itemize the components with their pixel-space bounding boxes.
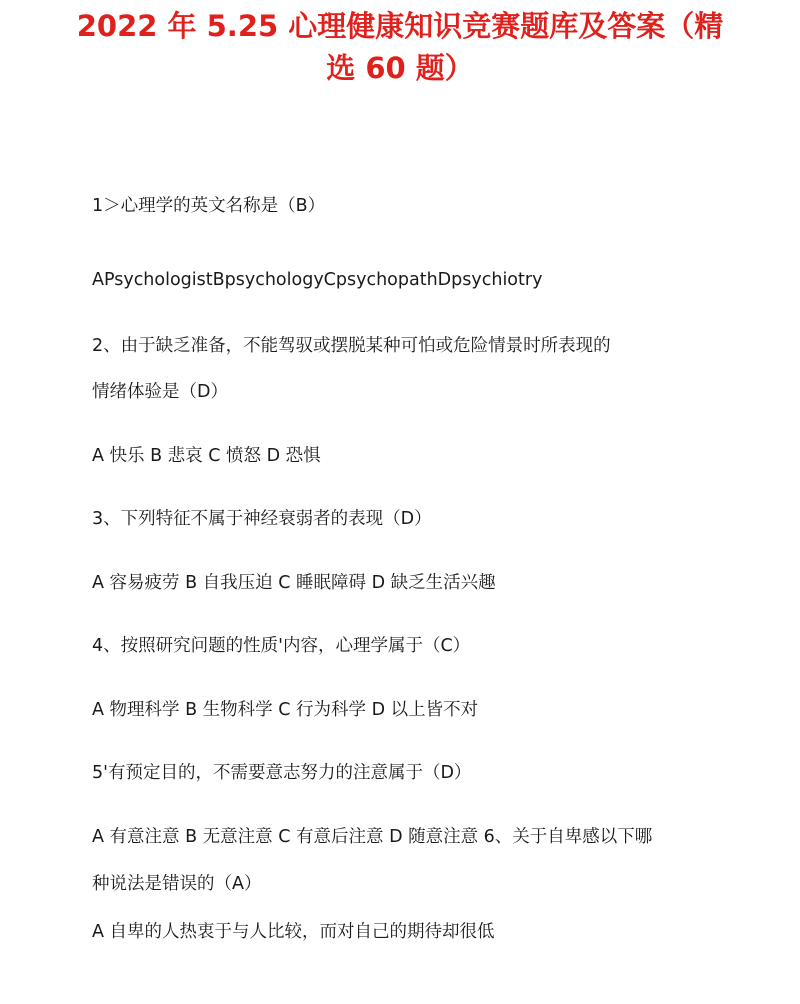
question-6-continued: 种说法是错误的（A） (92, 874, 262, 894)
document-title-line-2: 选 60 题） (326, 51, 474, 85)
question-2: 2、由于缺乏准备，不能驾驭或摆脱某种可怕或危险情景时所表现的 (92, 336, 611, 356)
question-1-options: APsychologistBpsychologyCpsychopathDpsychiotry (92, 270, 543, 290)
question-3-options: A 容易疲劳 B 自我压迫 C 睡眠障碍 D 缺乏生活兴趣 (92, 573, 496, 593)
question-6-option-a: A 自卑的人热衷于与人比较，而对自己的期待却很低 (92, 922, 495, 942)
question-2-continued: 情绪体验是（D） (92, 382, 228, 402)
question-2-options: A 快乐 B 悲哀 C 愤怒 D 恐惧 (92, 446, 321, 466)
question-1: 1＞心理学的英文名称是（B） (92, 196, 326, 216)
question-4: 4、按照研究问题的性质'内容，心理学属于（C） (92, 636, 471, 656)
question-4-options: A 物理科学 B 生物科学 C 行为科学 D 以上皆不对 (92, 700, 479, 720)
question-3: 3、下列特征不属于神经衰弱者的表现（D） (92, 509, 432, 529)
question-5-options-and-question-6: A 有意注意 B 无意注意 C 有意后注意 D 随意注意 6、关于自卑感以下哪 (92, 827, 653, 847)
question-5: 5'有预定目的，不需要意志努力的注意属于（D） (92, 763, 472, 783)
document-title-line-1: 2022 年 5.25 心理健康知识竞赛题库及答案（精 (76, 9, 724, 43)
